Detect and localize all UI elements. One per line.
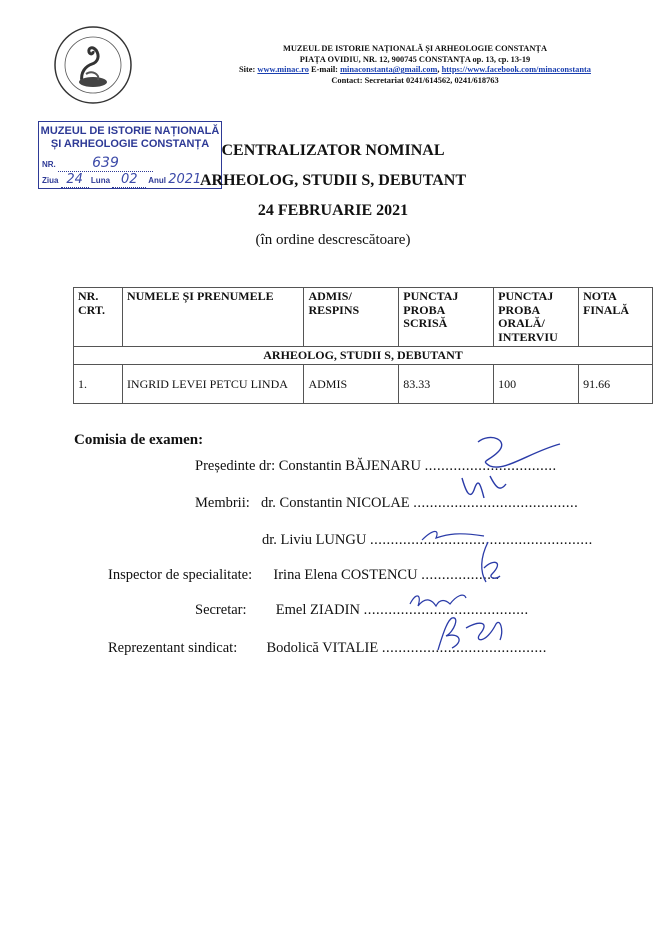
section-title: ARHEOLOG, STUDII S, DEBUTANT bbox=[74, 347, 653, 365]
institution-address: PIAȚA OVIDIU, NR. 12, 900745 CONSTANȚA op. 13, cp. 13-19 bbox=[299, 54, 531, 64]
signature-line: ...................................................... bbox=[369, 532, 593, 548]
stamp-luna-label: Luna bbox=[90, 176, 111, 185]
role-label: Președinte dr: bbox=[195, 458, 276, 474]
institution-header bbox=[180, 44, 650, 86]
member-name: Constantin BĂJENARU bbox=[278, 458, 421, 474]
stamp-anul-label: Anul bbox=[148, 176, 166, 185]
order-note: (în ordine descrescătoare) bbox=[255, 232, 411, 248]
president-signature bbox=[450, 432, 570, 512]
institution-name: MUZEUL DE ISTORIE NAȚIONALĂ ȘI ARHEOLOGIE CONSTANȚA bbox=[282, 44, 548, 53]
cell-oral-score: 100 bbox=[494, 365, 579, 404]
table-header-row bbox=[74, 288, 653, 347]
signature-line: ........................................ bbox=[381, 640, 547, 656]
column-header: PUNCTAJ PROBA ORALĂ/ INTERVIU bbox=[494, 288, 579, 347]
stamp-line1: MUZEUL DE ISTORIE NAȚIONALĂ bbox=[40, 125, 220, 137]
museum-logo bbox=[52, 24, 134, 106]
stamp-ziua-value: 24 bbox=[66, 172, 83, 187]
signature-line: ................... bbox=[421, 567, 500, 583]
institution-web: Site: www.minac.ro E-mail: minaconstanta@gmail.com, https://www.facebook.com/minaconstanta bbox=[239, 65, 591, 75]
cell-name: INGRID LEVEI PETCU LINDA bbox=[122, 365, 304, 404]
column-header: PUNCTAJ PROBA SCRISĂ bbox=[399, 288, 494, 347]
member-name: dr. Liviu LUNGU bbox=[262, 532, 367, 548]
column-header: ADMIS/ RESPINS bbox=[304, 288, 399, 347]
stamp-line2: ȘI ARHEOLOGIE CONSTANȚA bbox=[50, 138, 210, 150]
stamp-anul-value: 2021 bbox=[168, 172, 202, 187]
facebook-link[interactable]: https://www.facebook.com/minaconstanta bbox=[441, 65, 591, 75]
signature-line: ........................................ bbox=[363, 602, 529, 618]
member-name: Bodolică VITALIE bbox=[266, 640, 379, 656]
results-table bbox=[73, 287, 653, 404]
table-row bbox=[74, 365, 653, 404]
stamp-luna-value: 02 bbox=[120, 172, 138, 187]
position-title: ARHEOLOG, STUDII S, DEBUTANT bbox=[200, 172, 466, 189]
stamp-nr-value: 639 bbox=[92, 155, 119, 171]
table-section-row bbox=[74, 347, 653, 365]
inspector-signature bbox=[470, 538, 510, 588]
role-label: Membrii: bbox=[195, 495, 250, 511]
member-name: Emel ZIADIN bbox=[275, 602, 360, 618]
site-link[interactable]: www.minac.ro bbox=[257, 65, 309, 75]
column-header: NR. CRT. bbox=[74, 288, 123, 347]
commission-inspector bbox=[108, 567, 500, 584]
role-label: Reprezentant sindicat: bbox=[108, 640, 238, 656]
stamp-ziua-label: Ziua bbox=[42, 176, 59, 185]
union-rep-signature bbox=[430, 610, 510, 660]
column-header: NOTA FINALĂ bbox=[579, 288, 653, 347]
role-label: Secretar: bbox=[195, 602, 247, 618]
commission-heading: Comisia de examen: bbox=[74, 432, 204, 448]
exam-date: 24 FEBRUARIE 2021 bbox=[257, 202, 409, 219]
email-link[interactable]: minaconstanta@gmail.com bbox=[340, 65, 438, 75]
member-name: dr. Constantin NICOLAE bbox=[261, 495, 410, 511]
cell-written-score: 83.33 bbox=[399, 365, 494, 404]
stamp-nr-label: NR. bbox=[42, 160, 56, 169]
role-label: Inspector de specialitate: bbox=[108, 567, 253, 583]
institution-contact: Contact: Secretariat 0241/614562, 0241/618763 bbox=[331, 75, 499, 85]
member-name: Irina Elena COSTENCU bbox=[273, 567, 418, 583]
cell-nr: 1. bbox=[74, 365, 123, 404]
cell-final-grade: 91.66 bbox=[579, 365, 653, 404]
signature-line: ................................ bbox=[424, 458, 557, 474]
cell-status: ADMIS bbox=[304, 365, 399, 404]
column-header: NUMELE ȘI PRENUMELE bbox=[122, 288, 304, 347]
document-title: CENTRALIZATOR NOMINAL bbox=[221, 142, 445, 159]
signature-line: ........................................ bbox=[413, 495, 579, 511]
